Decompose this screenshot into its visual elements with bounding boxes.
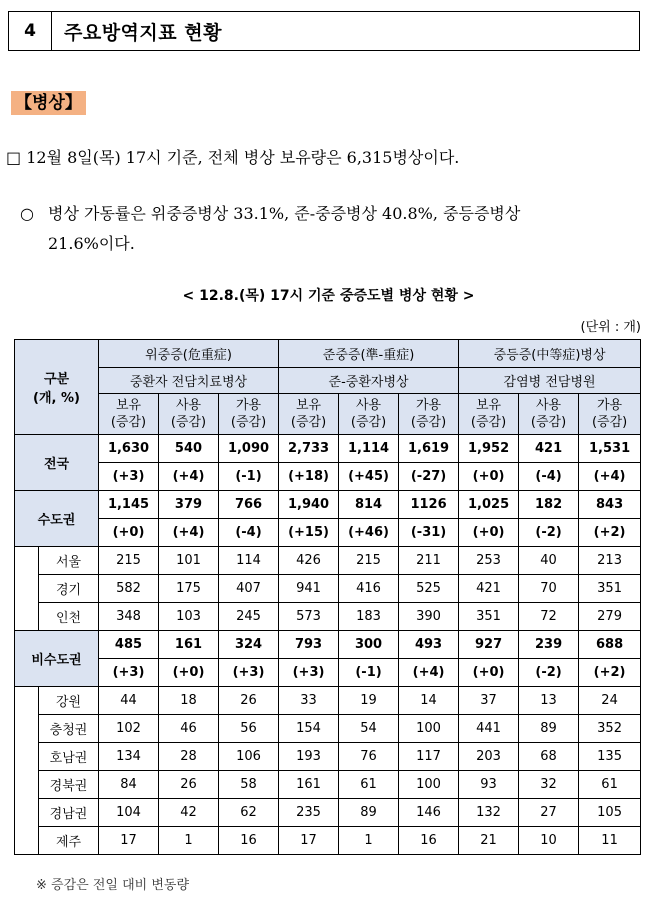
value-cell: 37: [459, 687, 519, 715]
value-cell: 193: [279, 743, 339, 771]
value-cell: 72: [519, 603, 579, 631]
change-row: [15, 463, 641, 491]
value-cell: 1,090: [219, 435, 279, 463]
change-cell: (+3): [279, 659, 339, 687]
summary-row: [15, 631, 641, 659]
value-cell: 688: [579, 631, 641, 659]
value-cell: 793: [279, 631, 339, 659]
value-cell: 89: [519, 715, 579, 743]
region-name: 제주: [39, 827, 99, 855]
value-cell: 2,733: [279, 435, 339, 463]
change-cell: (-27): [399, 463, 459, 491]
region-name: 서울: [39, 547, 99, 575]
region-row: [15, 715, 641, 743]
value-cell: 493: [399, 631, 459, 659]
unit-label: (단위 : 개): [580, 320, 641, 335]
value-cell: 104: [99, 799, 159, 827]
value-cell: 239: [519, 631, 579, 659]
value-cell: 100: [399, 715, 459, 743]
indent-cell: [15, 771, 39, 799]
value-cell: 26: [159, 771, 219, 799]
value-cell: 101: [159, 547, 219, 575]
column-header: 보유 (증감): [459, 394, 519, 435]
value-cell: 89: [339, 799, 399, 827]
region-row: [15, 827, 641, 855]
change-cell: (-2): [519, 659, 579, 687]
change-cell: (+4): [159, 519, 219, 547]
value-cell: 351: [579, 575, 641, 603]
column-header: 보유 (증감): [99, 394, 159, 435]
value-cell: 766: [219, 491, 279, 519]
value-cell: 814: [339, 491, 399, 519]
value-cell: 84: [99, 771, 159, 799]
group-subheader: 준-중환자병상: [279, 368, 459, 394]
group-subheader: 감염병 전담병원: [459, 368, 641, 394]
value-cell: 14: [399, 687, 459, 715]
change-cell: (+46): [339, 519, 399, 547]
value-cell: 62: [219, 799, 279, 827]
value-cell: 100: [399, 771, 459, 799]
occupancy-line-1: 병상 가동률은 위중증병상 33.1%, 준-중증병상 40.8%, 중등증병상: [48, 204, 521, 223]
change-cell: (+2): [579, 519, 641, 547]
group-subheader: 중환자 전담치료병상: [99, 368, 279, 394]
value-cell: 300: [339, 631, 399, 659]
region-row: [15, 743, 641, 771]
indent-cell: [15, 743, 39, 771]
column-header: 사용 (증감): [159, 394, 219, 435]
value-cell: 56: [219, 715, 279, 743]
value-cell: 42: [159, 799, 219, 827]
value-cell: 132: [459, 799, 519, 827]
value-cell: 540: [159, 435, 219, 463]
value-cell: 175: [159, 575, 219, 603]
region-name: 경북권: [39, 771, 99, 799]
value-cell: 40: [519, 547, 579, 575]
region-name: 인천: [39, 603, 99, 631]
value-cell: 102: [99, 715, 159, 743]
change-cell: (+15): [279, 519, 339, 547]
value-cell: 93: [459, 771, 519, 799]
bed-status-table: [14, 339, 641, 855]
value-cell: 348: [99, 603, 159, 631]
value-cell: 161: [159, 631, 219, 659]
change-cell: (-4): [219, 519, 279, 547]
value-cell: 485: [99, 631, 159, 659]
change-cell: (-1): [219, 463, 279, 491]
value-cell: 19: [339, 687, 399, 715]
bullet-circle: ○: [20, 204, 34, 223]
value-cell: 215: [99, 547, 159, 575]
indent-cell: [15, 799, 39, 827]
indent-cell: [15, 715, 39, 743]
section-header: [8, 11, 640, 51]
region-name: 경기: [39, 575, 99, 603]
value-cell: 215: [339, 547, 399, 575]
value-cell: 352: [579, 715, 641, 743]
section-number: 4: [9, 12, 52, 50]
value-cell: 26: [219, 687, 279, 715]
region-name: 경남권: [39, 799, 99, 827]
value-cell: 154: [279, 715, 339, 743]
value-cell: 16: [399, 827, 459, 855]
value-cell: 245: [219, 603, 279, 631]
change-cell: (+18): [279, 463, 339, 491]
value-cell: 61: [339, 771, 399, 799]
value-cell: 426: [279, 547, 339, 575]
summary-paragraph: □ 12월 8일(목) 17시 기준, 전체 병상 보유량은 6,315병상이다.: [6, 148, 460, 167]
region-row: [15, 603, 641, 631]
value-cell: 105: [579, 799, 641, 827]
value-cell: 46: [159, 715, 219, 743]
change-cell: (+0): [159, 659, 219, 687]
value-cell: 61: [579, 771, 641, 799]
value-cell: 203: [459, 743, 519, 771]
value-cell: 927: [459, 631, 519, 659]
change-cell: (+3): [219, 659, 279, 687]
table-caption: < 12.8.(목) 17시 기준 중증도별 병상 현황 >: [182, 288, 475, 304]
value-cell: 351: [459, 603, 519, 631]
change-cell: (+45): [339, 463, 399, 491]
value-cell: 117: [399, 743, 459, 771]
group-header: 중등증(中等症)병상: [459, 340, 641, 368]
value-cell: 416: [339, 575, 399, 603]
change-cell: (+4): [399, 659, 459, 687]
value-cell: 146: [399, 799, 459, 827]
value-cell: 1,630: [99, 435, 159, 463]
value-cell: 1: [159, 827, 219, 855]
column-header: 가용 (증감): [579, 394, 641, 435]
value-cell: 21: [459, 827, 519, 855]
summary-row: [15, 491, 641, 519]
value-cell: 941: [279, 575, 339, 603]
change-cell: (+3): [99, 659, 159, 687]
occupancy-paragraph: [20, 199, 650, 259]
occupancy-line-2: 21.6%이다.: [48, 234, 135, 253]
value-cell: 1,940: [279, 491, 339, 519]
column-header: 사용 (증감): [339, 394, 399, 435]
value-cell: 213: [579, 547, 641, 575]
indent-cell: [15, 603, 39, 631]
value-cell: 253: [459, 547, 519, 575]
corner-header: 구분 (개, %): [15, 340, 99, 435]
value-cell: 1,025: [459, 491, 519, 519]
value-cell: 279: [579, 603, 641, 631]
section-tag: 【병상】: [11, 91, 86, 115]
value-cell: 582: [99, 575, 159, 603]
value-cell: 1: [339, 827, 399, 855]
region-row: [15, 771, 641, 799]
value-cell: 17: [99, 827, 159, 855]
change-cell: (+2): [579, 659, 641, 687]
region-name: 강원: [39, 687, 99, 715]
change-row: [15, 519, 641, 547]
value-cell: 24: [579, 687, 641, 715]
value-cell: 27: [519, 799, 579, 827]
column-header: 가용 (증감): [399, 394, 459, 435]
value-cell: 573: [279, 603, 339, 631]
value-cell: 235: [279, 799, 339, 827]
row-label: 전국: [15, 435, 99, 491]
group-header: 위중증(危重症): [99, 340, 279, 368]
value-cell: 54: [339, 715, 399, 743]
indent-cell: [15, 547, 39, 575]
change-cell: (+3): [99, 463, 159, 491]
value-cell: 18: [159, 687, 219, 715]
value-cell: 10: [519, 827, 579, 855]
value-cell: 1,145: [99, 491, 159, 519]
indent-cell: [15, 575, 39, 603]
value-cell: 1,531: [579, 435, 641, 463]
value-cell: 324: [219, 631, 279, 659]
summary-row: [15, 435, 641, 463]
change-cell: (+0): [459, 519, 519, 547]
value-cell: 44: [99, 687, 159, 715]
change-cell: (+0): [459, 463, 519, 491]
change-cell: (-1): [339, 659, 399, 687]
value-cell: 843: [579, 491, 641, 519]
value-cell: 76: [339, 743, 399, 771]
column-header: 보유 (증감): [279, 394, 339, 435]
change-row: [15, 659, 641, 687]
change-cell: (+0): [99, 519, 159, 547]
region-name: 충청권: [39, 715, 99, 743]
value-cell: 134: [99, 743, 159, 771]
value-cell: 1,114: [339, 435, 399, 463]
value-cell: 68: [519, 743, 579, 771]
region-row: [15, 687, 641, 715]
value-cell: 106: [219, 743, 279, 771]
change-cell: (+4): [579, 463, 641, 491]
value-cell: 114: [219, 547, 279, 575]
value-cell: 70: [519, 575, 579, 603]
region-name: 호남권: [39, 743, 99, 771]
value-cell: 379: [159, 491, 219, 519]
value-cell: 1,619: [399, 435, 459, 463]
value-cell: 161: [279, 771, 339, 799]
change-cell: (+0): [459, 659, 519, 687]
value-cell: 17: [279, 827, 339, 855]
change-cell: (-4): [519, 463, 579, 491]
value-cell: 182: [519, 491, 579, 519]
region-row: [15, 575, 641, 603]
value-cell: 13: [519, 687, 579, 715]
value-cell: 58: [219, 771, 279, 799]
value-cell: 525: [399, 575, 459, 603]
change-cell: (-2): [519, 519, 579, 547]
column-header: 사용 (증감): [519, 394, 579, 435]
value-cell: 211: [399, 547, 459, 575]
value-cell: 421: [519, 435, 579, 463]
value-cell: 1,952: [459, 435, 519, 463]
value-cell: 441: [459, 715, 519, 743]
indent-cell: [15, 687, 39, 715]
value-cell: 390: [399, 603, 459, 631]
indent-cell: [15, 827, 39, 855]
value-cell: 33: [279, 687, 339, 715]
change-cell: (+4): [159, 463, 219, 491]
value-cell: 135: [579, 743, 641, 771]
change-cell: (-31): [399, 519, 459, 547]
value-cell: 28: [159, 743, 219, 771]
region-row: [15, 799, 641, 827]
region-row: [15, 547, 641, 575]
value-cell: 16: [219, 827, 279, 855]
value-cell: 421: [459, 575, 519, 603]
row-label: 비수도권: [15, 631, 99, 687]
value-cell: 1126: [399, 491, 459, 519]
column-header: 가용 (증감): [219, 394, 279, 435]
value-cell: 183: [339, 603, 399, 631]
value-cell: 32: [519, 771, 579, 799]
footnote: ※ 증감은 전일 대비 변동량: [36, 878, 190, 893]
section-title: 주요방역지표 현황: [64, 21, 222, 44]
value-cell: 407: [219, 575, 279, 603]
row-label: 수도권: [15, 491, 99, 547]
value-cell: 11: [579, 827, 641, 855]
value-cell: 103: [159, 603, 219, 631]
group-header: 준중증(準-重症): [279, 340, 459, 368]
